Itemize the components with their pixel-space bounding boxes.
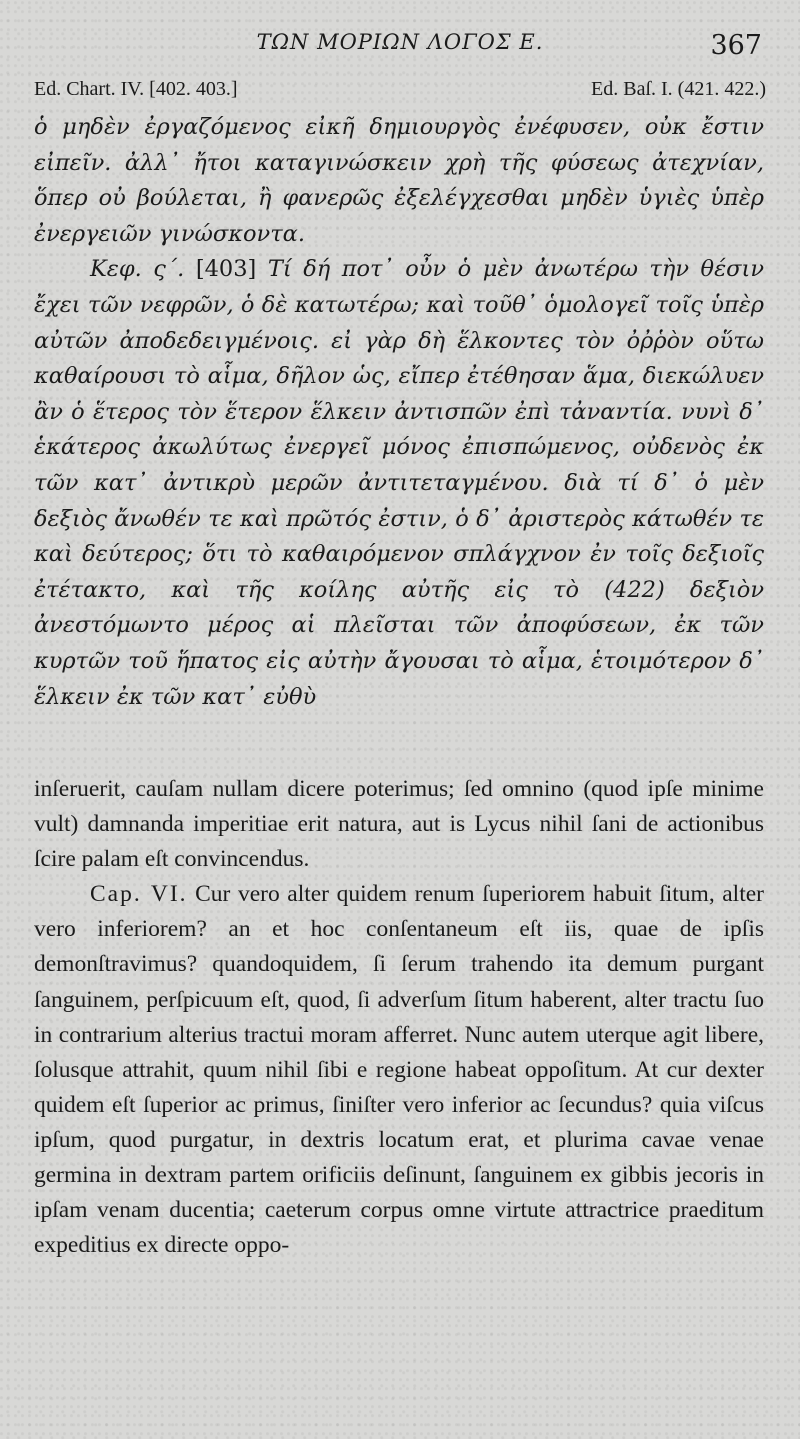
greek-chapter-text: Τί δή ποτ᾽ οὖν ὁ μὲν ἀνωτέρω τὴν θέσιν ἔχει τῶν νεφρῶν, ὁ δὲ κατωτέρω; καὶ τοῦθ᾽ ὁμολογεῖ τοῖς ὑπὲρ αὐτῶν ἀποδεδειγμένοις. εἰ γὰρ δὴ ἕλκοντες τὸν ὀῤῥὸν οὕτω καθαίρουσι τὸ αἷμα, δῆλον ὡς, εἴπερ ἐτέθησαν ἅμα, διεκώλυεν ἂν ὁ ἕτερος τὸν ἕτερον ἕλκειν ἀντισπῶν ἐπὶ τἀναντία. νυνὶ δ᾽ ἑκάτερος ἀκωλύτως ἐνεργεῖ μόνος ἐπισπώμενος, οὐδενὸς ἐκ τῶν κατ᾽ ἀντικρὺ μερῶν ἀντιτεταγμένου. διὰ τί δ᾽ ὁ μὲν δεξιὸς ἄνωθέν τε καὶ πρῶτός ἐστιν, ὁ δ᾽ ἀριστερὸς κάτωθέν τε καὶ δεύτερος; ὅτι τὸ καθαιρόμενον σπλάγχνον ἐν τοῖς δεξιοῖς ἐτέτακτο, καὶ τῆς κοίλης αὐτῆς εἰς τὸ (422) δεξιὸν ἀνεστόμωντο μέρος αἱ πλεῖσται τῶν ἀποφύσεων, ἐκ τῶν κυρτῶν τοῦ ἥπατος εἰς αὐτὴν ἄγουσαι τὸ αἷμα, ἑτοιμότερον δ᾽ ἕλκειν ἐκ τῶν κατ᾽ εὐθὺ	[34, 256, 765, 710]
latin-chapter-text: Cur vero alter quidem renum ſuperiorem habuit ſitum, alter vero inferiorem? an et hoc conſentaneum eſt iis, quae de ipſis demonſtravimus? quandoquidem, ſi ſerum trahendo ita demum purgant ſanguinem, perſpicuum eſt, quod, ſi adverſum ſitum haberent, alter tractu ſuo in contrarium alterius tractui moram afferret. Nunc autem uterque agit libere, ſolusque attrahit, quum nihil ſibi e regione habeat oppoſitum. At cur dexter quidem eſt ſuperior ac primus, ſiniſter vero inferior ac ſecundus? quia viſcus ipſum, quod purgatur, in dextris locatum erat, et plurima cavae venae germina in dextram partem orificiis deſinunt, ſanguinem ex gibbis jecoris in ipſam venam ducentia; caeterum corpus omne virtute attractrice praeditum expeditius ex directe oppo-	[34, 881, 764, 1259]
edition-basel: Ed. Baſ. I. (421. 422.)	[591, 78, 766, 100]
greek-paragraph: ὁ μηδὲν ἐργαζόμενος εἰκῆ δημιουργὸς ἐνέφυσεν, οὐκ ἔστιν εἰπεῖν. ἀλλ᾽ ἤτοι καταγινώσκειν χρὴ τῆς φύσεως ἀτεχνίαν, ὅπερ οὐ βούλεται, ἢ φανερῶς ἐξελέγχεσθαι μηδὲν ὑγιὲς ὑπὲρ ἐνεργειῶν γινώσκοντα.	[34, 114, 764, 247]
greek-page-marker: [403]	[195, 256, 257, 283]
latin-chapter-label: Cap. VI.	[90, 881, 188, 908]
greek-chapter-label: Κεφ. ς΄.	[90, 256, 185, 283]
running-title: ΤΩΝ ΜΟΡΙΩΝ ΛΟΓΟΣ Ε.	[256, 30, 544, 54]
latin-paragraph: inſeruerit, cauſam nullam dicere poterimus; ſed omnino (quod ipſe minime vult) damnanda imperitiae erit natura, aut is Lycus nihil ſani de actionibus ſcire palam eſt convincendus.	[34, 776, 764, 873]
edition-chartier: Ed. Chart. IV. [402. 403.]	[34, 78, 238, 100]
page-number: 367	[710, 30, 762, 61]
greek-chapter-paragraph	[34, 252, 764, 715]
latin-chapter-paragraph	[34, 877, 764, 1263]
running-head	[0, 30, 800, 60]
latin-text-block	[34, 772, 764, 1263]
greek-text-block	[34, 110, 764, 715]
